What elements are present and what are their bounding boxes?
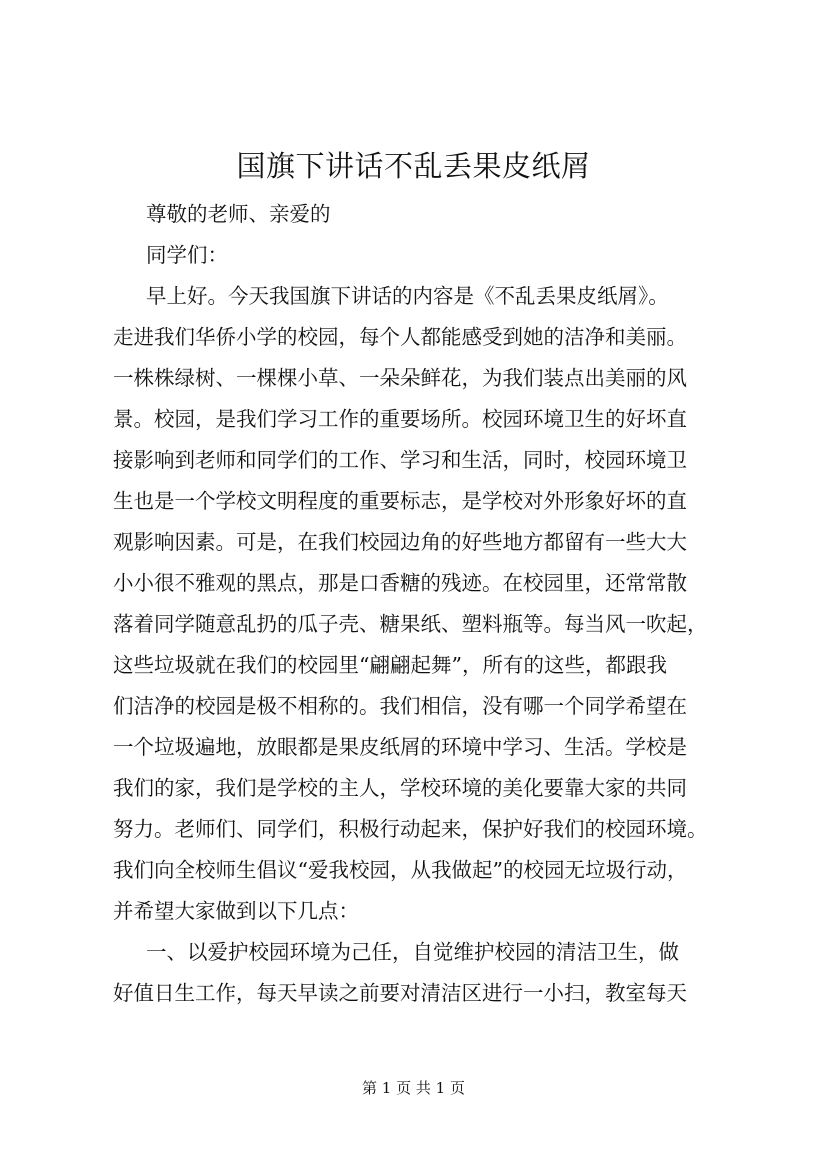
text-line: 一个垃圾遍地，放眼都是果皮纸屑的环境中学习、生活。学校是 xyxy=(113,735,687,759)
text-line: 早上好。今天我国旗下讲话的内容是《不乱丢果皮纸屑》。 xyxy=(146,284,669,308)
text-line: 一株株绿树、一棵棵小草、一朵朵鲜花，为我们装点出美丽的风 xyxy=(113,366,687,390)
text-line: 我们的家，我们是学校的主人，学校环境的美化要靠大家的共同 xyxy=(113,776,687,800)
text-line: 同学们： xyxy=(146,243,228,267)
text-line: 观影响因素。可是，在我们校园边角的好些地方都留有一些大大 xyxy=(113,530,687,554)
text-line: 落着同学随意乱扔的瓜子壳、糖果纸、塑料瓶等。每当风一吹起， xyxy=(113,612,708,636)
text-line: 一、以爱护校园环境为己任，自觉维护校园的清洁卫生，做 xyxy=(146,940,679,964)
text-line: 努力。老师们、同学们，积极行动起来，保护好我们的校园环境。 xyxy=(113,817,708,841)
document-body xyxy=(113,194,753,1014)
document-title: 国旗下讲话不乱丢果皮纸屑 xyxy=(236,149,591,183)
text-line: 生也是一个学校文明程度的重要标志，是学校对外形象好坏的直 xyxy=(113,489,687,513)
text-line: 我们向全校师生倡议“爱我校园，从我做起”的校园无垃圾行动， xyxy=(113,858,688,882)
text-line: 走进我们华侨小学的校园，每个人都能感受到她的洁净和美丽。 xyxy=(113,325,687,349)
text-line: 好值日生工作，每天早读之前要对清洁区进行一小扫，教室每天 xyxy=(113,981,687,1005)
text-line: 景。校园，是我们学习工作的重要场所。校园环境卫生的好坏直 xyxy=(113,407,687,431)
text-line: 们洁净的校园是极不相称的。我们相信，没有哪一个同学希望在 xyxy=(113,694,687,718)
text-line: 并希望大家做到以下几点： xyxy=(113,899,359,923)
text-line: 接影响到老师和同学们的工作、学习和生活，同时，校园环境卫 xyxy=(113,448,687,472)
text-line: 这些垃圾就在我们的校园里“翩翩起舞”，所有的这些，都跟我 xyxy=(113,653,667,677)
text-line: 尊敬的老师、亲爱的 xyxy=(146,202,331,226)
page-footer: 第 1 页 共 1 页 xyxy=(362,1079,465,1097)
text-line: 小小很不雅观的黑点，那是口香糖的残迹。在校园里，还常常散 xyxy=(113,571,687,595)
